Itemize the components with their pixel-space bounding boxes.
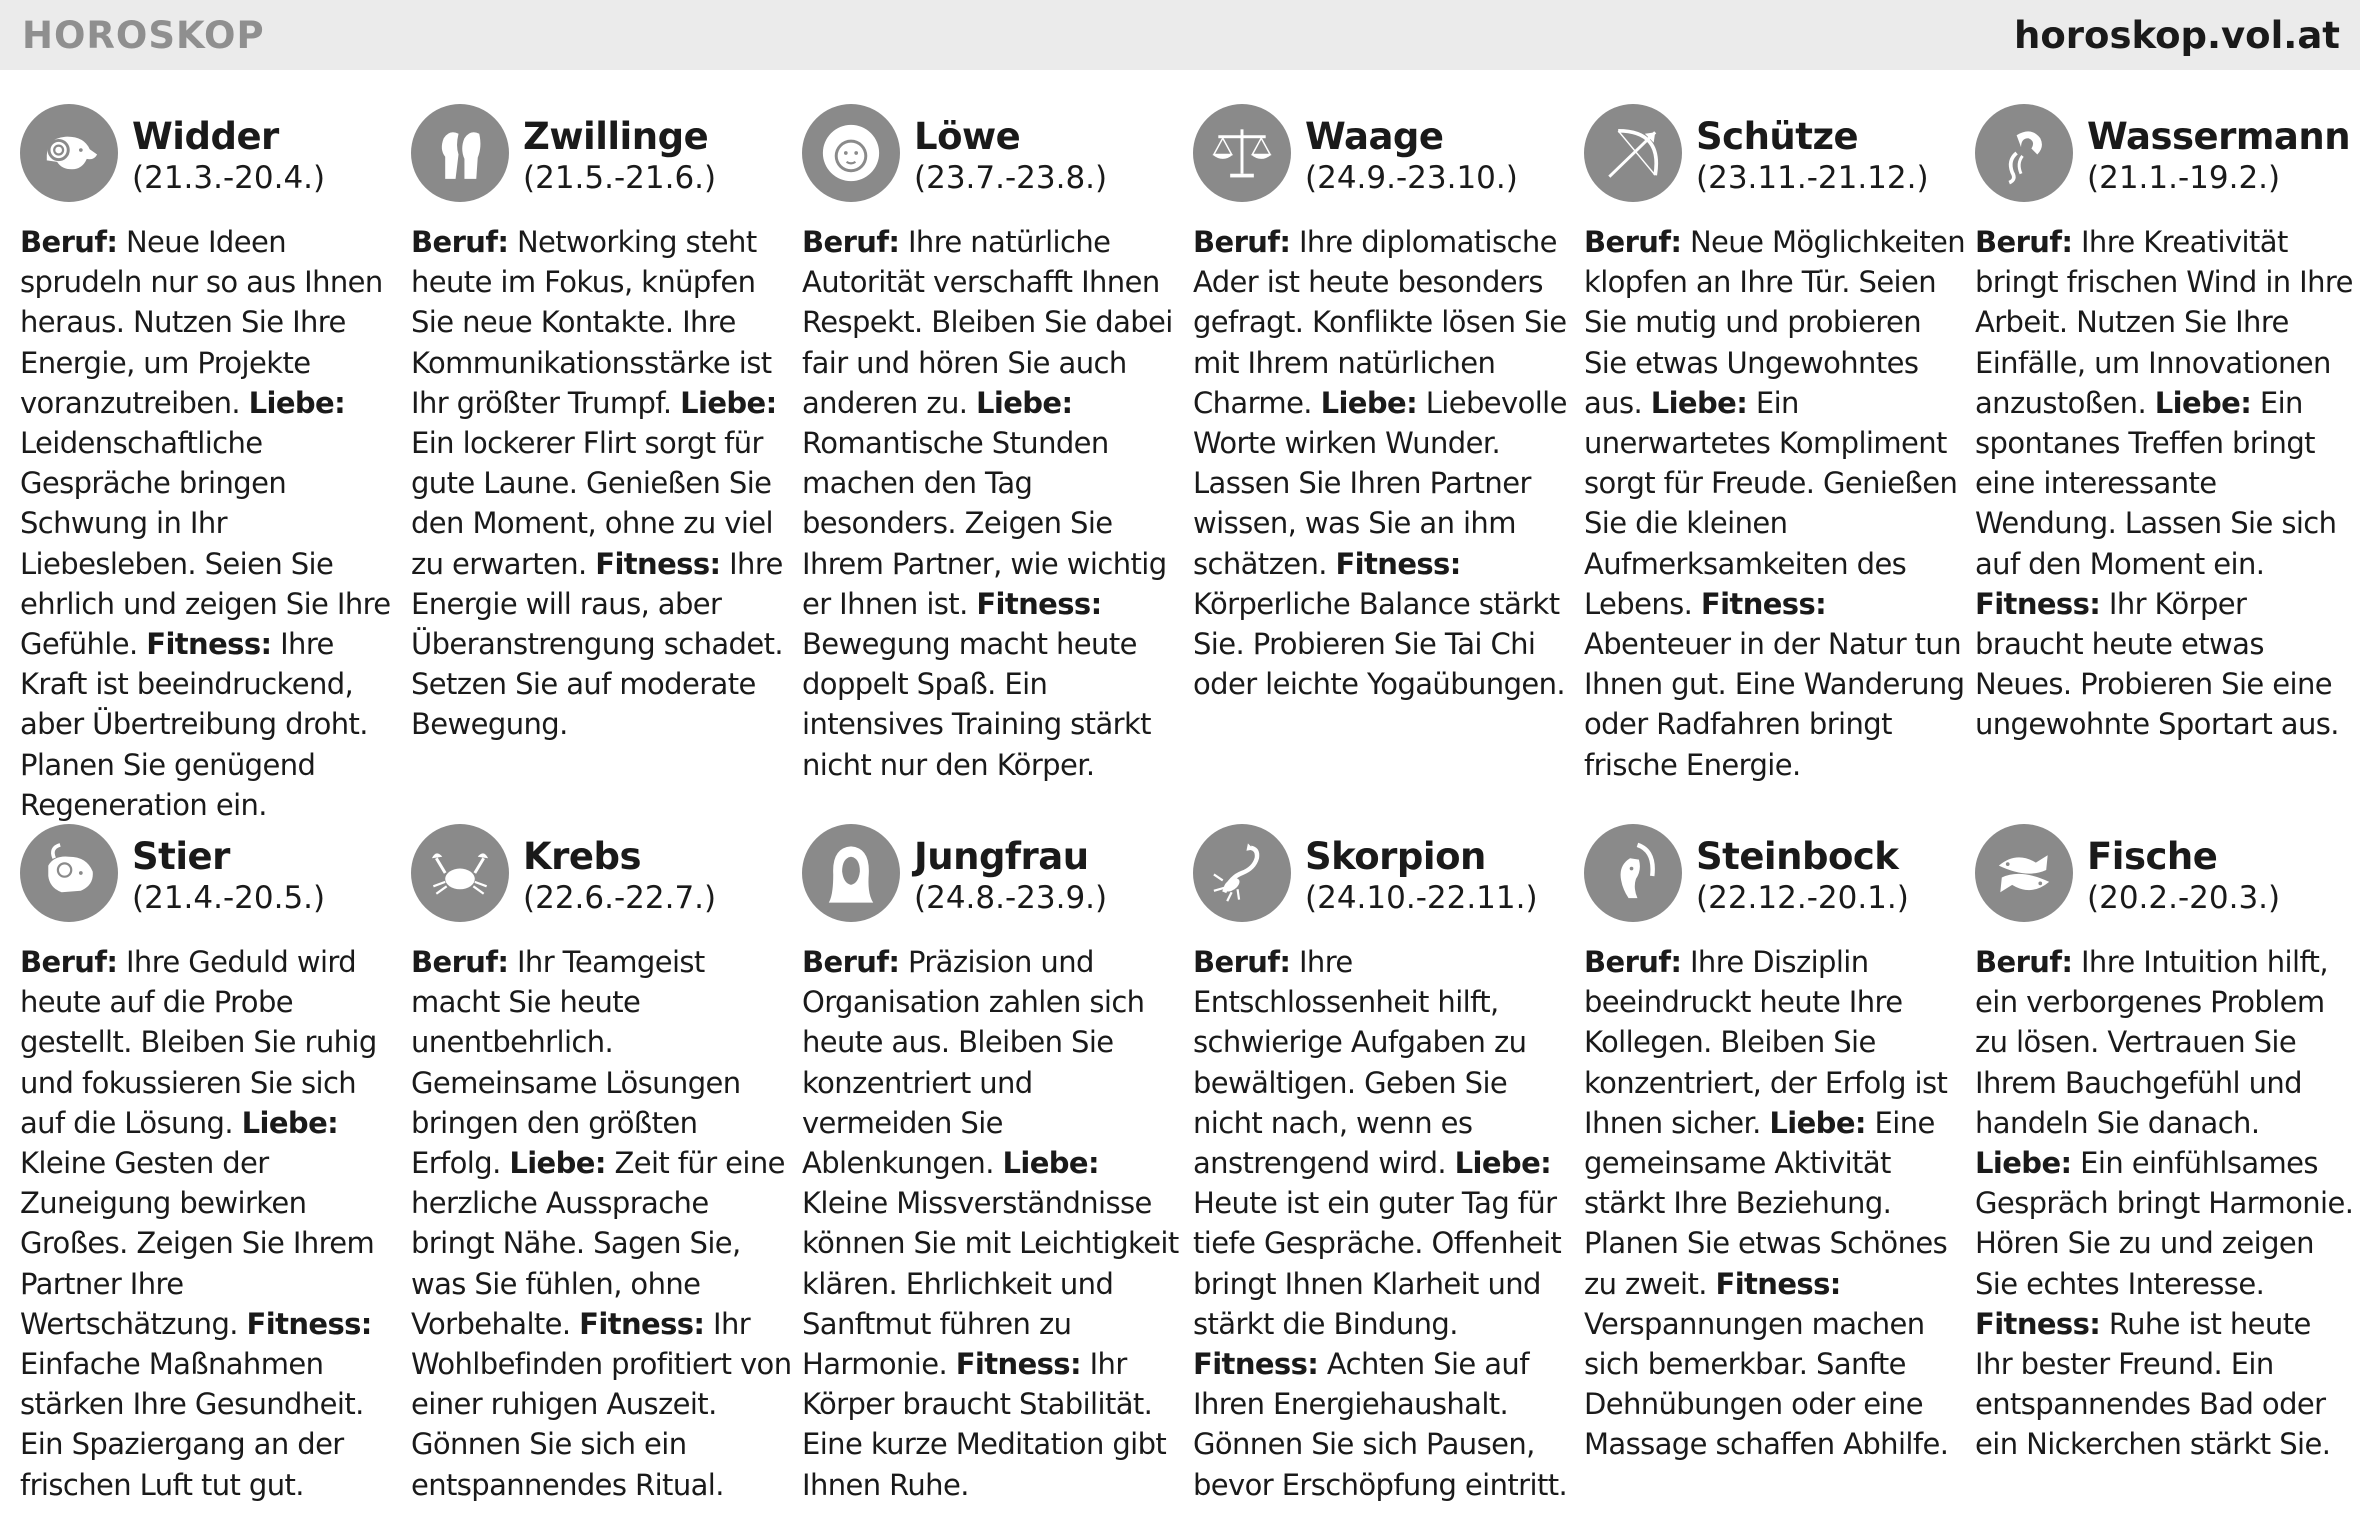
- beruf-text: Ihre Disziplin beeindruckt heute Ihre Kollegen. Bleiben Sie konzentriert, der Erfolg ist Ihnen sicher.: [1584, 945, 1948, 1140]
- liebe-text: Eine gemeinsame Aktivität stärkt Ihre Beziehung. Planen Sie etwas Schönes zu zweit.: [1584, 1105, 1948, 1301]
- liebe-text: Kleine Gesten der Zuneigung bewirken Großes. Zeigen Sie Ihrem Partner Ihre Wertschätzung.: [20, 1146, 375, 1341]
- sign-name: Schütze: [1696, 115, 1859, 158]
- fitness-text: Ihr Körper braucht heute etwas Neues. Probieren Sie eine ungewohnte Sportart aus.: [1975, 586, 2339, 742]
- fitness-label: Fitness:: [595, 546, 721, 581]
- archer-icon: [1584, 104, 1682, 202]
- fitness-label: Fitness:: [246, 1306, 372, 1341]
- fitness-text: Ihre Kraft ist beeindruckend, aber Übertreibung droht. Planen Sie genügend Regeneration ein.: [20, 627, 368, 822]
- liebe-text: Romantische Stunden machen den Tag besonders. Zeigen Sie Ihrem Partner, wie wichtig er Ihnen ist.: [802, 426, 1167, 621]
- sign-steinbock: [1584, 824, 1975, 1524]
- ram-icon: [20, 104, 118, 202]
- fitness-label: Fitness:: [1715, 1266, 1841, 1301]
- fitness-label: Fitness:: [1975, 586, 2101, 621]
- sign-text: [1193, 942, 1574, 1505]
- fitness-text: Abenteuer in der Natur tun Ihnen gut. Eine Wanderung oder Radfahren bringt frische Energie.: [1584, 627, 1965, 782]
- sign-widder: [20, 104, 411, 824]
- sign-name: Fische: [2087, 835, 2218, 878]
- sign-dates: (21.1.-19.2.): [2087, 160, 2281, 196]
- sign-jungfrau: [802, 824, 1193, 1524]
- liebe-text: Heute ist ein guter Tag für tiefe Gespräche. Offenheit bringt Ihnen Klarheit und stärkt die Bindung.: [1193, 1186, 1562, 1341]
- fitness-text: Ihre Energie will raus, aber Überanstrengung schadet. Setzen Sie auf moderate Bewegung.: [411, 546, 783, 742]
- sign-name: Wassermann: [2087, 115, 2351, 158]
- fitness-text: Ruhe ist heute Ihr bester Freund. Ein entspannendes Bad oder ein Nickerchen stärkt Sie.: [1975, 1306, 2331, 1462]
- sign-text: [411, 942, 792, 1505]
- sign-text: [1584, 222, 1965, 785]
- fitness-text: Einfache Maßnahmen stärken Ihre Gesundheit. Ein Spaziergang an der frischen Luft tut gut.: [20, 1347, 364, 1502]
- liebe-label: Liebe:: [680, 385, 777, 420]
- beruf-label: Beruf:: [20, 225, 118, 259]
- sign-text: [1193, 222, 1574, 704]
- liebe-text: Leidenschaftliche Gespräche bringen Schwung in Ihr Liebesleben. Seien Sie ehrlich und zeigen Sie Ihre Gefühle.: [20, 426, 391, 662]
- beruf-label: Beruf:: [1193, 945, 1291, 979]
- fitness-label: Fitness:: [1700, 586, 1827, 621]
- beruf-text: Ihre diplomatische Ader ist heute besonders gefragt. Konflikte lösen Sie mit Ihrem natürlichen Charme.: [1193, 225, 1567, 420]
- sign-zwillinge: [411, 104, 802, 824]
- sign-text: [1975, 222, 2356, 745]
- sign-name: Skorpion: [1305, 835, 1486, 878]
- liebe-label: Liebe:: [1002, 1146, 1099, 1181]
- sign-text: [20, 942, 401, 1505]
- fitness-label: Fitness:: [955, 1347, 1081, 1382]
- liebe-text: Ein spontanes Treffen bringt eine interessante Wendung. Lassen Sie sich auf den Moment ein.: [1975, 385, 2337, 581]
- fitness-label: Fitness:: [976, 586, 1102, 621]
- fitness-text: Körperliche Balance stärkt Sie. Probieren Sie Tai Chi oder leichte Yogaübungen.: [1193, 586, 1566, 702]
- sign-text: [1975, 942, 2356, 1465]
- sign-dates: (22.6.-22.7.): [523, 880, 717, 916]
- sign-name: Krebs: [523, 835, 642, 878]
- sign-text: [411, 222, 792, 745]
- sign-waage: [1193, 104, 1584, 824]
- crab-icon: [411, 824, 509, 922]
- liebe-text: Zeit für eine herzliche Aussprache bringt Nähe. Sagen Sie, was Sie fühlen, ohne Vorbehalte.: [411, 1146, 785, 1341]
- beruf-label: Beruf:: [1193, 225, 1291, 259]
- site-url: horoskop.vol.at: [2014, 13, 2340, 57]
- page-title: HOROSKOP: [22, 13, 265, 57]
- fitness-label: Fitness:: [579, 1306, 705, 1341]
- liebe-label: Liebe:: [241, 1105, 339, 1140]
- liebe-label: Liebe:: [248, 385, 346, 420]
- liebe-label: Liebe:: [1650, 385, 1748, 420]
- sign-dates: (23.11.-21.12.): [1696, 160, 1929, 196]
- sign-name: Stier: [132, 835, 230, 878]
- beruf-label: Beruf:: [1584, 225, 1682, 259]
- fish-icon: [1975, 824, 2073, 922]
- beruf-label: Beruf:: [802, 945, 900, 979]
- beruf-label: Beruf:: [411, 225, 509, 259]
- sign-name: Steinbock: [1696, 835, 1899, 878]
- liebe-label: Liebe:: [1454, 1146, 1552, 1181]
- beruf-label: Beruf:: [20, 945, 118, 979]
- fitness-label: Fitness:: [1193, 1347, 1319, 1382]
- liebe-label: Liebe:: [975, 385, 1073, 420]
- scales-icon: [1193, 104, 1291, 202]
- water-bearer-icon: [1975, 104, 2073, 202]
- liebe-label: Liebe:: [2154, 385, 2252, 420]
- beruf-label: Beruf:: [1584, 945, 1682, 979]
- sign-dates: (21.4.-20.5.): [132, 880, 326, 916]
- sign-name: Löwe: [914, 115, 1021, 158]
- beruf-text: Präzision und Organisation zahlen sich heute aus. Bleiben Sie konzentriert und vermeiden Sie Ablenkungen.: [802, 945, 1145, 1181]
- beruf-text: Ihre Geduld wird heute auf die Probe gestellt. Bleiben Sie ruhig und fokussieren Sie sich auf die Lösung.: [20, 945, 377, 1140]
- sign-dates: (24.9.-23.10.): [1305, 160, 1518, 196]
- beruf-label: Beruf:: [411, 945, 509, 979]
- fitness-text: Verspannungen machen sich bemerkbar. Sanfte Dehnübungen oder eine Massage schaffen Abhilfe.: [1584, 1306, 1949, 1462]
- scorpion-icon: [1193, 824, 1291, 922]
- sign-dates: (23.7.-23.8.): [914, 160, 1108, 196]
- sign-dates: (20.2.-20.3.): [2087, 880, 2281, 916]
- liebe-text: Kleine Missverständnisse können Sie mit Leichtigkeit klären. Ehrlichkeit und Sanftmut führen zu Harmonie.: [802, 1186, 1179, 1382]
- sign-name: Zwillinge: [523, 115, 709, 158]
- fitness-text: Ihr Wohlbefinden profitiert von einer ruhigen Auszeit. Gönnen Sie sich ein entspannendes Ritual.: [411, 1306, 792, 1502]
- beruf-text: Ihr Teamgeist macht Sie heute unentbehrlich. Gemeinsame Lösungen bringen den größten Erfolg.: [411, 945, 741, 1181]
- fitness-text: Achten Sie auf Ihren Energiehaushalt. Gönnen Sie sich Pausen, bevor Erschöpfung eintritt.: [1193, 1347, 1568, 1502]
- liebe-label: Liebe:: [1975, 1146, 2072, 1181]
- sign-text: [1584, 942, 1965, 1465]
- sign-dates: (24.8.-23.9.): [914, 880, 1108, 916]
- beruf-text: Networking steht heute im Fokus, knüpfen Sie neue Kontakte. Ihre Kommunikationsstärke ist Ihr größter Trumpf.: [411, 225, 772, 420]
- twins-icon: [411, 104, 509, 202]
- liebe-text: Ein lockerer Flirt sorgt für gute Laune. Genießen Sie den Moment, ohne zu viel zu erwarten.: [411, 426, 773, 581]
- beruf-label: Beruf:: [1975, 945, 2073, 979]
- bull-icon: [20, 824, 118, 922]
- sign-loewe: [802, 104, 1193, 824]
- sign-krebs: [411, 824, 802, 1524]
- fitness-label: Fitness:: [1335, 546, 1461, 581]
- capricorn-icon: [1584, 824, 1682, 922]
- fitness-label: Fitness:: [1975, 1306, 2101, 1341]
- page-header: [0, 0, 2360, 70]
- liebe-text: Ein einfühlsames Gespräch bringt Harmonie. Hören Sie zu und zeigen Sie echtes Interesse.: [1975, 1146, 2354, 1301]
- sign-fische: [1975, 824, 2360, 1524]
- lion-icon: [802, 104, 900, 202]
- beruf-text: Neue Möglichkeiten klopfen an Ihre Tür. Seien Sie mutig und probieren Sie etwas Ungewohntes aus.: [1584, 225, 1966, 420]
- sign-dates: (21.3.-20.4.): [132, 160, 326, 196]
- sign-dates: (24.10.-22.11.): [1305, 880, 1538, 916]
- beruf-text: Ihre natürliche Autorität verschafft Ihnen Respekt. Bleiben Sie dabei fair und hören Sie auch anderen zu.: [802, 225, 1173, 420]
- liebe-label: Liebe:: [1769, 1105, 1866, 1140]
- beruf-label: Beruf:: [802, 225, 900, 259]
- sign-stier: [20, 824, 411, 1524]
- liebe-label: Liebe:: [1320, 385, 1418, 420]
- liebe-text: Liebevolle Worte wirken Wunder. Lassen Sie Ihren Partner wissen, was Sie an ihm schätzen.: [1193, 385, 1567, 581]
- sign-text: [802, 942, 1183, 1505]
- liebe-label: Liebe:: [509, 1146, 606, 1181]
- sign-text: [802, 222, 1183, 785]
- sign-dates: (22.12.-20.1.): [1696, 880, 1909, 916]
- fitness-text: Bewegung macht heute doppelt Spaß. Ein intensives Training stärkt nicht nur den Körper.: [802, 627, 1151, 782]
- sign-text: [20, 222, 401, 825]
- sign-name: Widder: [132, 115, 279, 158]
- sign-name: Jungfrau: [914, 835, 1089, 878]
- sign-dates: (21.5.-21.6.): [523, 160, 717, 196]
- fitness-label: Fitness:: [146, 627, 272, 662]
- beruf-text: Ihre Kreativität bringt frischen Wind in Ihre Arbeit. Nutzen Sie Ihre Einfälle, um Innovationen anzustoßen.: [1975, 225, 2353, 420]
- beruf-label: Beruf:: [1975, 225, 2073, 259]
- sign-name: Waage: [1305, 115, 1444, 158]
- sign-schuetze: [1584, 104, 1975, 824]
- fitness-text: Ihr Körper braucht Stabilität. Eine kurze Meditation gibt Ihnen Ruhe.: [802, 1347, 1167, 1502]
- beruf-text: Neue Ideen sprudeln nur so aus Ihnen heraus. Nutzen Sie Ihre Energie, um Projekte voranzutreiben.: [20, 225, 383, 420]
- sign-skorpion: [1193, 824, 1584, 1524]
- sign-wassermann: [1975, 104, 2360, 824]
- beruf-text: Ihre Intuition hilft, ein verborgenes Problem zu lösen. Vertrauen Sie Ihrem Bauchgefühl und handeln Sie danach.: [1975, 945, 2328, 1140]
- liebe-text: Ein unerwartetes Kompliment sorgt für Freude. Genießen Sie die kleinen Aufmerksamkeiten des Lebens.: [1584, 385, 1958, 621]
- beruf-text: Ihre Entschlossenheit hilft, schwierige Aufgaben zu bewältigen. Geben Sie nicht nach, wenn es anstrengend wird.: [1193, 945, 1527, 1181]
- virgin-icon: [802, 824, 900, 922]
- horoscope-grid: [20, 104, 2354, 1524]
